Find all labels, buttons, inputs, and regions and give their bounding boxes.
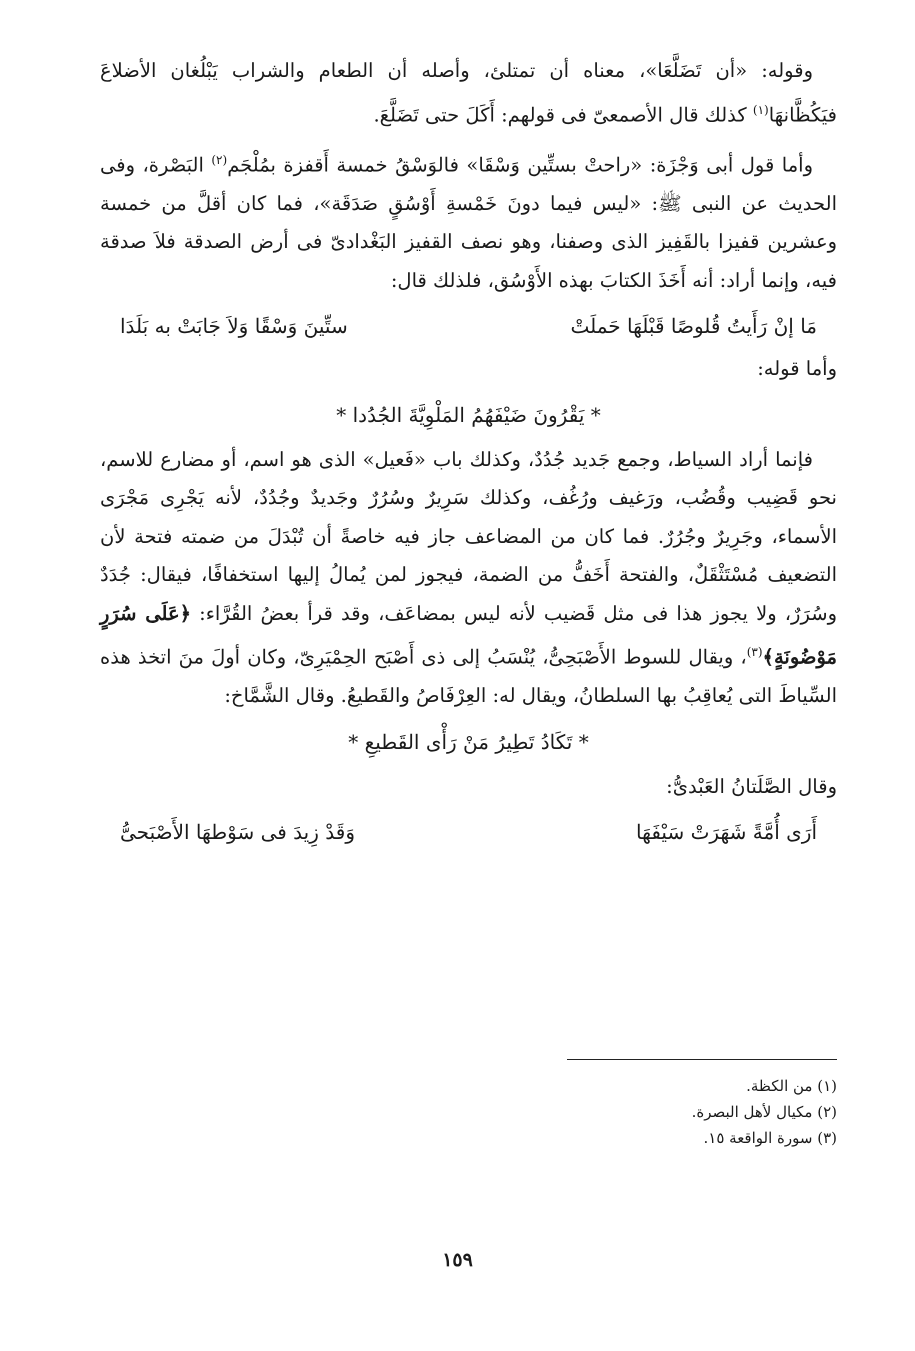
- paragraph-4: [100, 441, 837, 716]
- verse-1: [100, 300, 837, 350]
- paragraph-1-text: وقوله: «أن تَضَلَّعَا»، معناه أن تمتلئ، وأصله أن الطعام والشراب يَبْلُغان الأضلاعَ فيَكُظَّانهَا: [100, 59, 837, 126]
- footnote-1: (١) من الكظة.: [746, 1077, 837, 1095]
- main-text: [100, 52, 837, 856]
- footnote-ref-1: (١): [752, 102, 769, 117]
- footnote-ref-3: (٣): [746, 645, 763, 659]
- verse-2-second-hemistich: وَقَدْ زِيدَ فى سَوْطهَا الأَصْبَحىُّ: [120, 820, 355, 844]
- paragraph-1-rest: كذلك قال الأصمعىّ فى قولهم: أَكَلَ حتى تَضَلَّعَ.: [373, 103, 753, 126]
- half-verse-2: * تَكَادُ تَطِيرُ مَنْ رَأْى القَطيعِ *: [348, 729, 589, 754]
- paragraph-2-text: وأما قول أبى وَجْزَة: «راحتْ بستِّين وَسْقَا» فالوَسْقُ خمسة أَقفزة بمُلْجَم: [227, 153, 814, 176]
- footnote-divider: [567, 1059, 837, 1060]
- footnote-ref-2: (٢): [211, 152, 228, 167]
- page-number: ١٥٩: [442, 1249, 473, 1271]
- footnote-2: (٢) مكيال لأهل البصرة.: [691, 1103, 837, 1121]
- paragraph-4-text: فإنما أراد السياط، وجمع جَديد جُدُدٌ، وكذلك باب «فَعيل» الذى هو اسم، أو مضارع للاسم، نحو قَضِيب وقُضُب، ورَغيف ورُغُف، وكذلك سَرِيرٌ وسُرُرٌ وجَديدٌ وجُدُدٌ، لأنه يَجْرِى مَجْرَى الأسماء، وجَرِيرٌ وجُرُرٌ. فما كان من المضاعف جاز فيه خاصةً أن تُبْدَلَ من ضمته فتحة لأن التضعيف مُسْتَثْقَلٌ، والفتحة أَخَفُّ من الضمة، فيجوز لمن يُمالُ إليها استخفافًا، فيقال: جُدَدٌ وسُرَرٌ، ولا يجوز هذا فى مثل قَضيب لأنه ليس بمضاعَف، وقد قرأ بعضُ القُرَّاء:: [100, 447, 837, 625]
- paragraph-1: [100, 52, 837, 135]
- paragraph-2-rest: البَصْرة، وفى الحديث عن النبى ﷺ: «ليس فيما دونَ خَمْسةِ أَوْسُقٍ صَدَقَة»، فما كان أقلَّ من خمسة وعشرين قفيزا بالقَفِيز الذى وصفنا، وهو نصف القفيز البَغْدادىّ فى أرض الصدقة فلاَ صدقة فيه، وإنما أراد: أنه أَخَذَ الكتابَ بهذه الأَوْسُق، فلذلك قال:: [100, 153, 837, 292]
- paragraph-3: وأما قوله:: [757, 357, 837, 380]
- verse-1-second-hemistich: ستِّينَ وَسْقًا وَلاَ جَابَتْ به بَلَدَا: [120, 314, 348, 338]
- paragraph-2: [100, 141, 837, 301]
- verse-2-first-hemistich: أَرَى أُمَّةً شَهَرَتْ سَيْفَهَا: [636, 820, 817, 844]
- half-verse-1: * يَقْرُونَ ضَيْفَهُمُ المَلْوِيَّةَ الجُدُدا *: [336, 402, 601, 427]
- footnote-3: (٣) سورة الواقعة ١٥.: [703, 1129, 837, 1147]
- paragraph-4-rest: ، ويقال للسوط الأَصْبَحِىُّ، يُنْسَبُ إلى ذى أَصْبَح الحِمْيَرِىّ، وكان أولَ منَ اتخذ هذه السِّياطَ التى يُعاقِبُ بها السلطانُ، ويقال له: العِرْفَاصُ والقَطيعُ. وقال الشَّمَّاخ:: [100, 645, 837, 707]
- quran-quote: ﴿عَلَى سُرَرٍ مَوْضُونَةٍ﴾: [100, 601, 837, 669]
- verse-1-first-hemistich: مَا إنْ رَأَيتُ قُلوصًا قَبْلَهَا حَملَتْ: [570, 314, 817, 338]
- verse-2: [100, 806, 837, 856]
- paragraph-5: وقال الصَّلَتانُ العَبْدىُّ:: [666, 774, 837, 798]
- footnotes: [567, 1073, 837, 1151]
